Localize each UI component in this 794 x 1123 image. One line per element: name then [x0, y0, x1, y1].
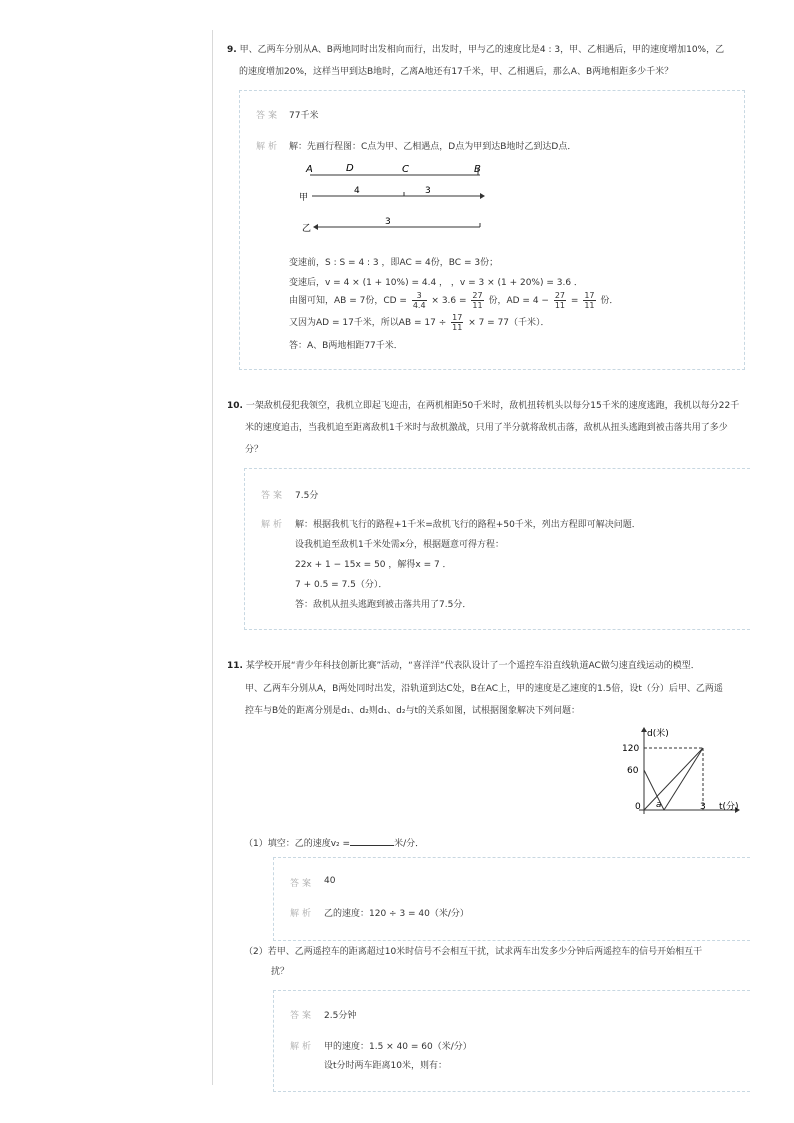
answer-value: 7.5分 — [295, 491, 319, 501]
jia-seg-3: 3 — [425, 186, 431, 196]
analysis-line-5: 答：敌机从扭头逃跑到被击落共用了7.5分． — [295, 600, 472, 610]
x-tick-3: 3 — [700, 802, 706, 812]
analysis-line-4 — [289, 313, 550, 332]
answer-tag: 答案 — [290, 879, 315, 889]
denominator: 4.4 — [412, 301, 426, 310]
yi-label: 乙 — [302, 224, 312, 234]
answer-value: 77千米 — [289, 111, 319, 121]
yi-arrowhead — [313, 224, 318, 230]
text-run: × 3.6 = — [431, 296, 467, 306]
fraction — [471, 291, 483, 310]
denominator: 11 — [452, 323, 463, 332]
text-run: 份． — [600, 296, 619, 306]
line-d1-up — [664, 748, 703, 810]
point-c-label: C — [402, 164, 409, 175]
analysis-line-2: 变速后，v = 4 × (1 + 10%) = 4.4 ， ，v = 3 × (1 + 20%) = 3.6 ． — [289, 278, 583, 288]
answer-tag: 答案 — [290, 1011, 315, 1021]
answer-tag: 答案 — [261, 491, 286, 501]
question-9 — [227, 40, 724, 61]
fraction — [583, 291, 595, 310]
question-10-text-cont: 分？ — [245, 445, 264, 455]
x-tick-a: a — [656, 800, 662, 810]
answer-tag: 答案 — [256, 111, 281, 121]
question-9-text-cont — [239, 62, 673, 83]
analysis-line-3 — [289, 291, 618, 310]
line-d2 — [644, 748, 703, 810]
text-run: 又因为AD = 17千米，所以AB = 17 ÷ — [289, 318, 447, 328]
numerator: 3 — [412, 291, 427, 301]
analysis-line-1: 解：根据我机飞行的路程+1千米=敌机飞行的路程+50千米，列出方程即可解决问题． — [295, 520, 641, 530]
yi-seg-3: 3 — [385, 217, 391, 227]
analysis-line-4: 7 + 0.5 = 7.5（分）． — [295, 580, 388, 590]
analysis-line-1: 甲的速度：1.5 × 40 = 60（米/分） — [324, 1042, 472, 1052]
part-1-unit: 米/分． — [394, 839, 425, 849]
part-1-label: （1）填空：乙的速度v₂ = — [244, 839, 351, 849]
analysis-line-1: 乙的速度：120 ÷ 3 = 40（米/分） — [324, 909, 469, 919]
numerator: 17 — [452, 313, 463, 322]
point-a-label: A — [306, 164, 313, 175]
question-10-text-cont: 米的速度追击，当我机追至距离敌机1千米时与敌机激战，只用了半分就将敌机击落，敌机从扭头逃跑到被击落共用了多少 — [245, 423, 728, 433]
analysis-line-3: 22x + 1 − 15x = 50 ，解得x = 7 ． — [295, 560, 452, 570]
fraction — [412, 291, 427, 310]
answer-value: 2.5分钟 — [324, 1011, 357, 1021]
question-number: 10. — [227, 401, 243, 411]
analysis-intro: 解：先画行程图：C点为甲、乙相遇点，D点为甲到达B地时乙到达D点． — [289, 142, 577, 152]
question-11-text-cont: 控车与B处的距离分别是d₁、d₂则d₁、d₂与t的关系如图，试根据图象解决下列问题： — [245, 706, 580, 716]
analysis-tag: 解析 — [256, 142, 281, 152]
question-number: 9. — [227, 45, 237, 55]
part-2-prompt: （2）若甲、乙两遥控车的距离超过10米时信号不会相互干扰，试求两车出发多少分钟后两遥控车的信号开始相互干 — [244, 947, 703, 957]
question-text: 某学校开展“青少年科技创新比赛”活动，“喜洋洋”代表队设计了一个遥控车沿直线轨道AC做匀速直线运动的模型． — [245, 661, 700, 671]
x-axis-label: t(分) — [719, 802, 739, 812]
question-11 — [227, 656, 700, 677]
jia-label: 甲 — [299, 193, 309, 203]
jia-seg-4: 4 — [354, 186, 360, 196]
analysis-tag: 解析 — [261, 520, 286, 530]
text-run: = — [570, 296, 579, 306]
question-number: 11. — [227, 661, 243, 671]
part-2-prompt-cont: 扰？ — [271, 967, 290, 977]
question-text: 一架敌机侵犯我领空，我机立即起飞迎击，在两机相距50千米时，敌机扭转机头以每分15千米的速度逃跑，我机以每分22千 — [245, 401, 740, 411]
point-b-label: B — [474, 164, 481, 175]
part-1-prompt — [244, 836, 424, 849]
answer-blank[interactable] — [350, 837, 394, 846]
travel-diagram — [290, 158, 500, 238]
fraction — [451, 313, 463, 332]
numerator: 27 — [554, 291, 566, 300]
y-tick-120: 120 — [622, 744, 640, 754]
analysis-line-5: 答：A、B两地相距77千米． — [289, 341, 403, 351]
origin-label: 0 — [635, 802, 641, 812]
analysis-line-2: 设我机追至敌机1千米处需x分，根据题意可得方程： — [295, 540, 505, 550]
numerator: 27 — [472, 291, 483, 300]
question-10 — [227, 396, 739, 417]
denominator: 11 — [584, 301, 595, 310]
denominator: 11 — [472, 301, 483, 310]
analysis-line-2: 设t分时两车距离10米，则有： — [324, 1061, 447, 1071]
y-axis-label: d(米) — [647, 729, 669, 739]
text-run: 份，AD = 4 − — [488, 296, 549, 306]
line-d1-down — [644, 770, 664, 810]
analysis-line-1: 变速前，S : S = 4 : 3 ，即AC = 4份，BC = 3份； — [289, 258, 499, 268]
analysis-tag: 解析 — [290, 1042, 315, 1052]
solution-box-11-1 — [273, 857, 750, 941]
point-d-label: D — [346, 163, 354, 174]
question-11-text-cont: 甲、乙两车分别从A，B两处同时出发，沿轨道到达C处，B在AC上，甲的速度是乙速度的1.5倍，设t（分）后甲、乙两遥 — [245, 684, 723, 694]
answer-value: 40 — [324, 876, 336, 886]
fraction — [554, 291, 566, 310]
distance-time-graph — [612, 724, 742, 818]
margin-divider — [212, 30, 213, 1085]
text-run: × 7 = 77（千米）． — [468, 318, 550, 328]
numerator: 17 — [584, 291, 595, 300]
y-tick-60: 60 — [627, 766, 639, 776]
denominator: 11 — [554, 301, 566, 310]
jia-arrowhead — [480, 193, 485, 199]
text-run: 由图可知，AB = 7份，CD = — [289, 296, 407, 306]
analysis-tag: 解析 — [290, 909, 315, 919]
question-text: 甲、乙两车分别从A、B两地同时出发相向而行，出发时，甲与乙的速度比是4 : 3，甲、乙相遇后，甲的速度增加10%，乙 — [239, 45, 725, 55]
question-text-line: 的速度增加20%，这样当甲到达B地时，乙离A地还有17千米，甲、乙相遇后，那么A、B两地相距多少千米？ — [239, 67, 674, 77]
